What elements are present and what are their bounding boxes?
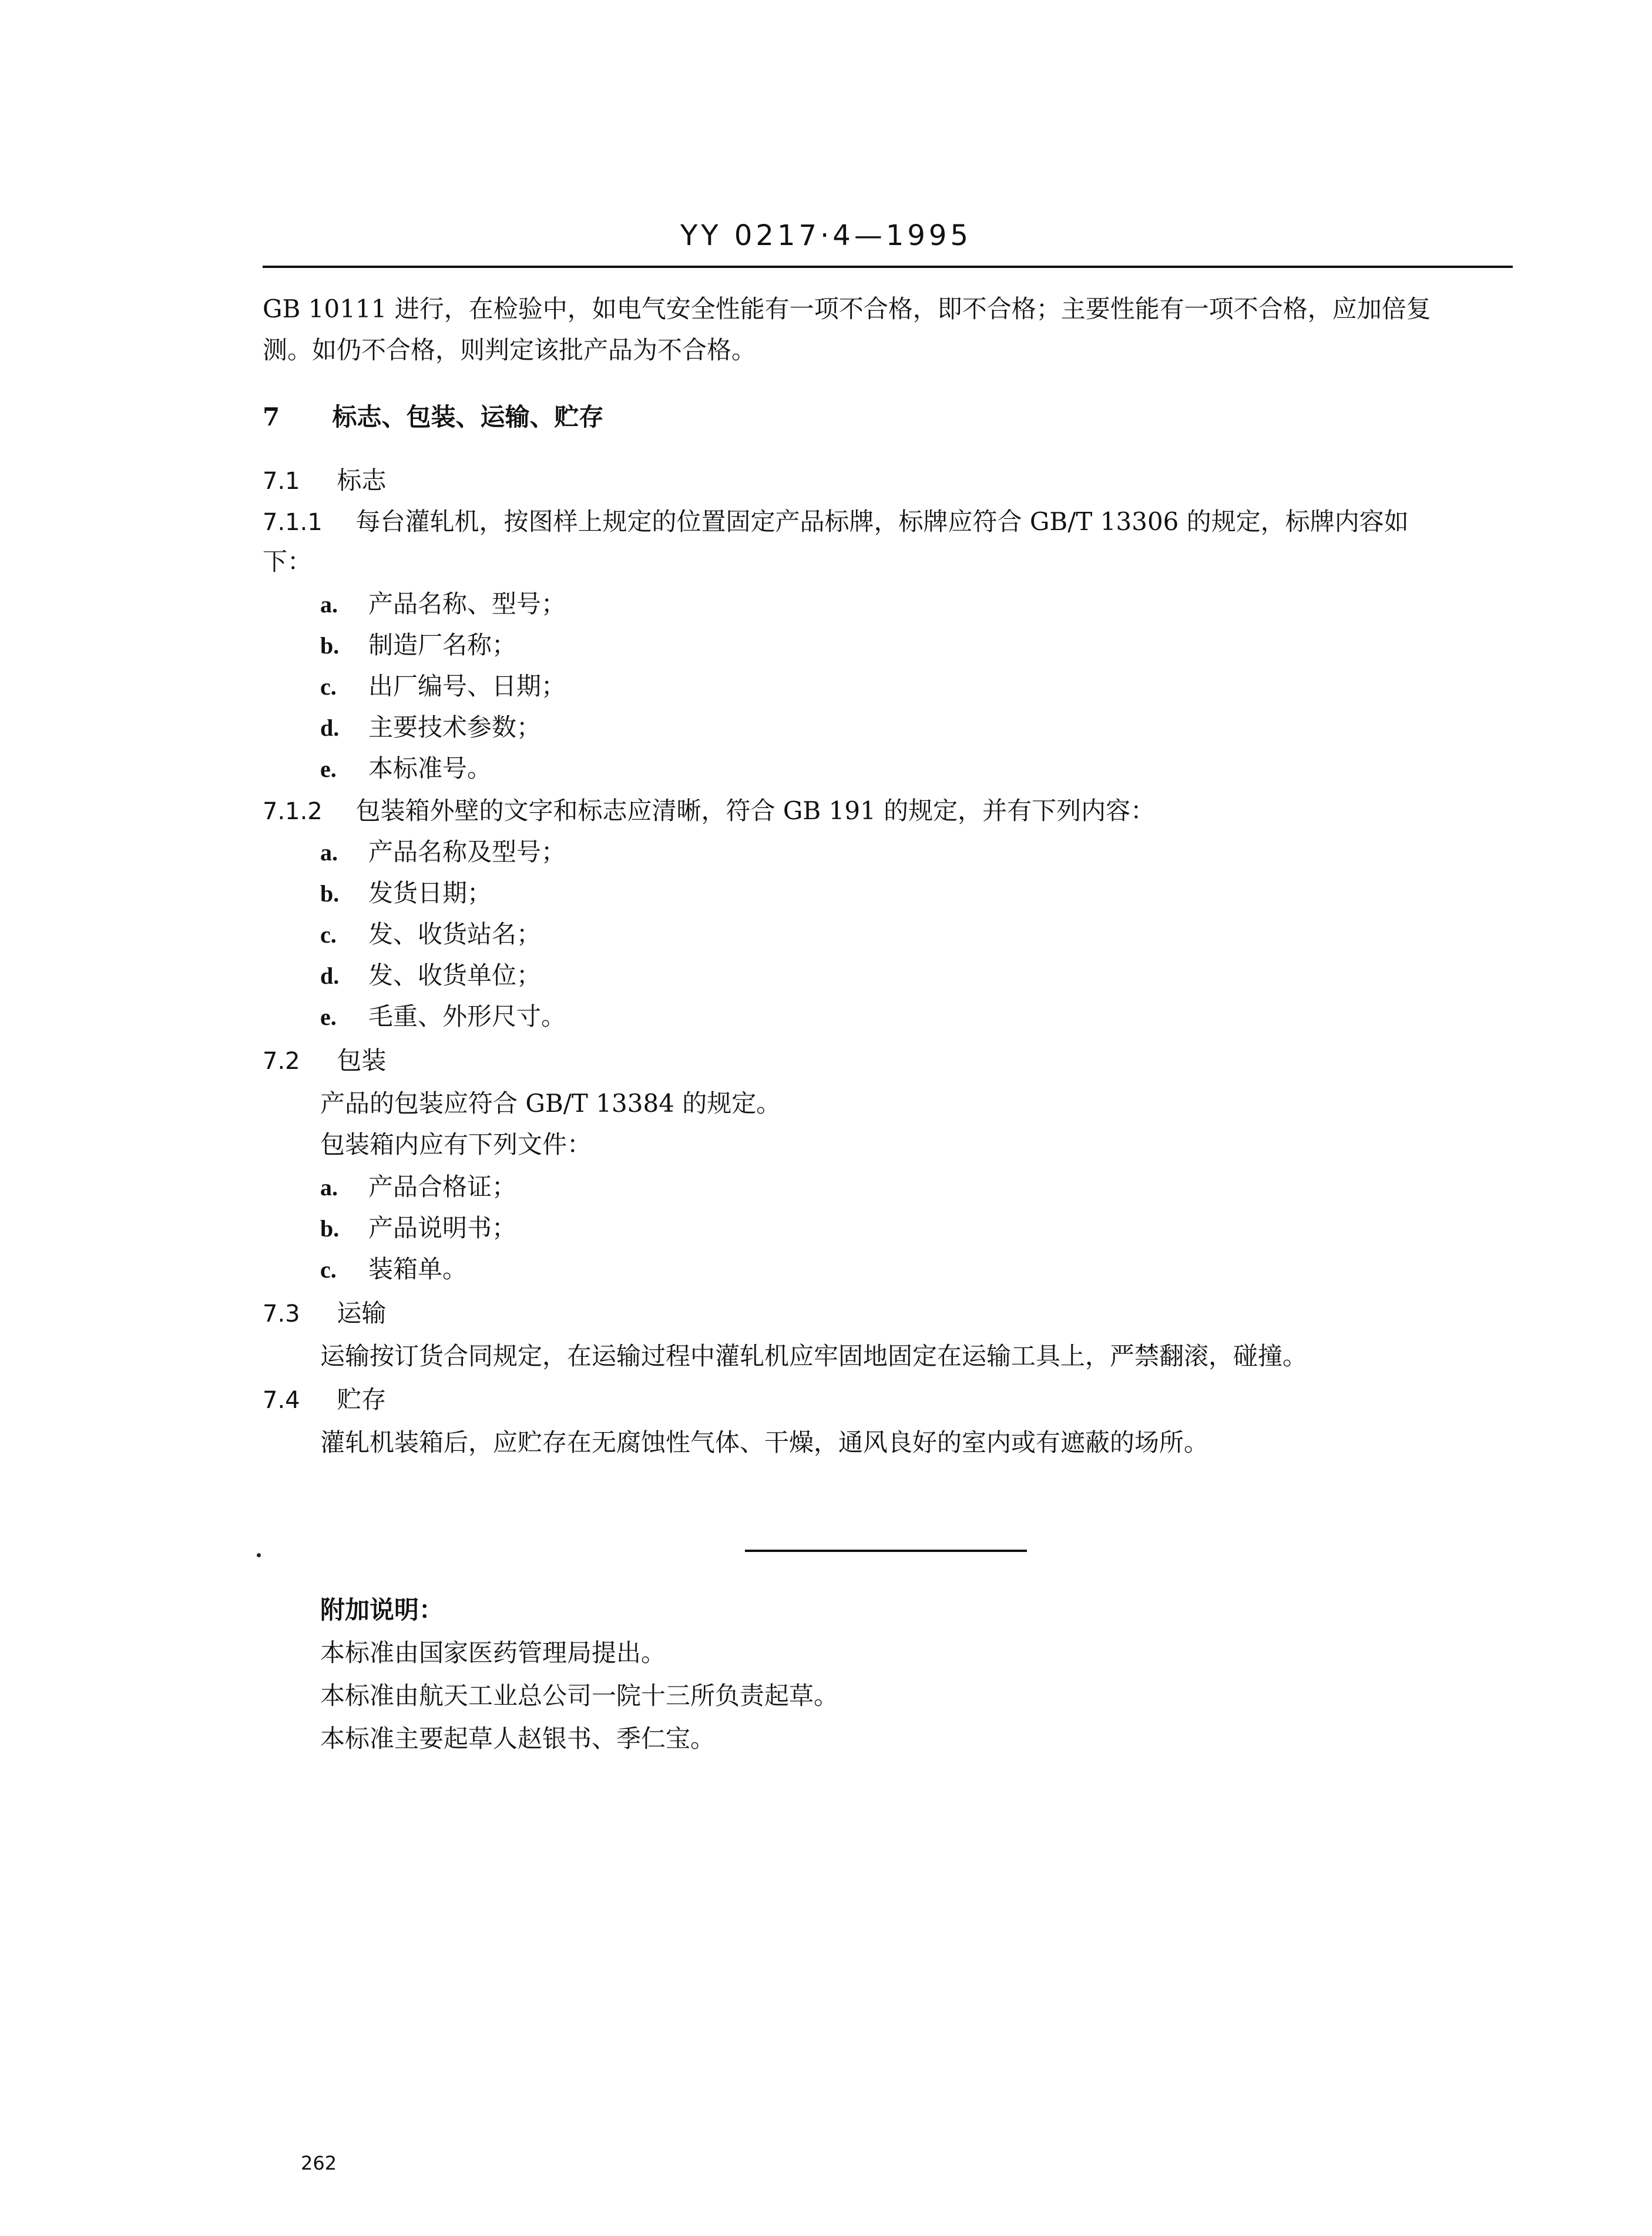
appendix-title: 附加说明： xyxy=(320,1595,444,1624)
appendix-line-3: 本标准主要起草人赵银书、季仁宝。 xyxy=(320,1724,716,1753)
stray-dot xyxy=(257,1553,261,1557)
section-7-1-number: 7.1 xyxy=(263,468,300,495)
list-item: b. 产品说明书； xyxy=(320,1213,517,1242)
list-item: d. 主要技术参数； xyxy=(320,713,542,742)
clause-7-1-2-text: 包装箱外壁的文字和标志应清晰，符合 GB 191 的规定，并有下列内容： xyxy=(355,796,1156,825)
section-7-3-heading xyxy=(263,1296,386,1332)
section-7-2-text-2: 包装箱内应有下列文件： xyxy=(320,1130,592,1159)
continuation-line-2: 测。如仍不合格，则判定该批产品为不合格。 xyxy=(263,336,757,364)
clause-7-1-1-number: 7.1.1 xyxy=(263,509,323,536)
list-item: a. 产品名称及型号； xyxy=(320,837,566,866)
section-7-1-title: 标志 xyxy=(337,466,387,495)
page-number: 262 xyxy=(301,2152,337,2174)
clause-7-1-2-number: 7.1.2 xyxy=(263,798,323,825)
section-7-heading xyxy=(263,400,604,435)
appendix-line-1: 本标准由国家医药管理局提出。 xyxy=(320,1638,666,1667)
clause-7-1-2-line xyxy=(263,793,1155,829)
clause-7-1-1-line-1 xyxy=(263,504,1409,540)
header-rule xyxy=(263,266,1513,268)
clause-7-1-1-text: 每台灌轧机，按图样上规定的位置固定产品标牌，标牌应符合 GB/T 13306 的规定，标牌内容如 xyxy=(355,507,1409,536)
section-7-title: 标志、包装、运输、贮存 xyxy=(332,403,604,431)
clause-7-1-1-line-2: 下： xyxy=(263,547,313,576)
section-7-4-number: 7.4 xyxy=(263,1387,300,1414)
section-7-number: 7 xyxy=(263,403,280,431)
section-7-4-text: 灌轧机装箱后，应贮存在无腐蚀性气体、干燥，通风良好的室内或有遮蔽的场所。 xyxy=(320,1428,1209,1457)
list-item: b. 制造厂名称； xyxy=(320,631,517,659)
continuation-line-1: GB 10111 进行，在检验中，如电气安全性能有一项不合格，即不合格；主要性能有一项不合格，应加倍复 xyxy=(263,294,1431,323)
appendix-line-2: 本标准由航天工业总公司一院十三所负责起草。 xyxy=(320,1681,839,1710)
section-7-2-text-1: 产品的包装应符合 GB/T 13384 的规定。 xyxy=(320,1089,781,1118)
section-7-1-heading xyxy=(263,463,386,499)
list-item: a. 产品名称、型号； xyxy=(320,589,566,618)
list-item: e. 毛重、外形尺寸。 xyxy=(320,1002,566,1031)
list-item: c. 装箱单。 xyxy=(320,1255,468,1283)
section-7-3-number: 7.3 xyxy=(263,1300,300,1327)
end-rule xyxy=(745,1550,1027,1552)
standard-number-header: YY 0217·4—1995 xyxy=(680,219,972,252)
list-item: b. 发货日期； xyxy=(320,879,492,907)
section-7-2-heading xyxy=(263,1043,386,1079)
section-7-4-heading xyxy=(263,1382,386,1418)
list-item: c. 发、收货站名； xyxy=(320,920,542,948)
section-7-2-title: 包装 xyxy=(337,1046,387,1075)
section-7-3-text: 运输按订货合同规定，在运输过程中灌轧机应牢固地固定在运输工具上，严禁翻滚，碰撞。 xyxy=(320,1342,1308,1370)
section-7-4-title: 贮存 xyxy=(337,1385,387,1414)
section-7-2-number: 7.2 xyxy=(263,1048,300,1075)
section-7-3-title: 运输 xyxy=(337,1299,387,1327)
list-item: e. 本标准号。 xyxy=(320,754,492,783)
list-item: d. 发、收货单位； xyxy=(320,961,542,990)
list-item: c. 出厂编号、日期； xyxy=(320,672,566,700)
list-item: a. 产品合格证； xyxy=(320,1172,517,1201)
